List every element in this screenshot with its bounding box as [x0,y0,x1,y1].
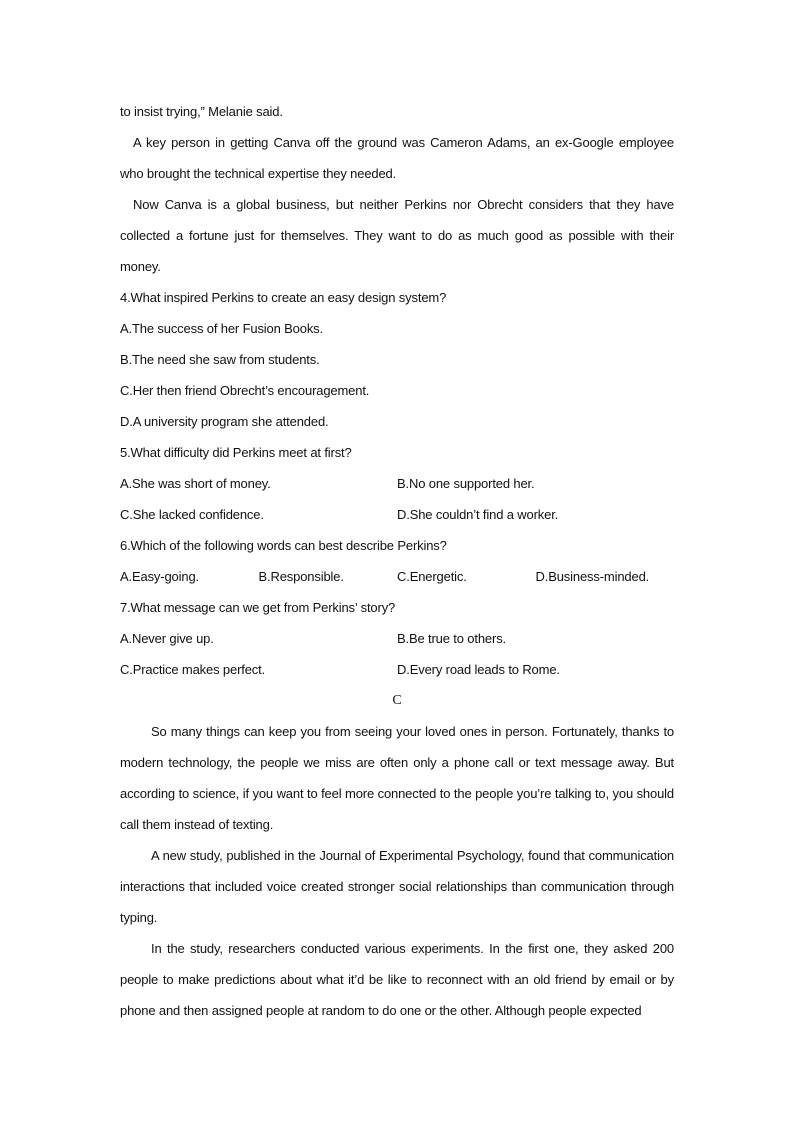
question-option: C.Her then friend Obrecht’s encouragement. [120,383,370,398]
section-c-title: C [392,693,402,708]
question-option: C.She lacked confidence. [120,507,264,522]
section-c-paragraph-3: In the study, researchers conducted various experiments. In the first one, they asked 200 people to make predictions about what it’d be like to reconnect with an old friend by email or by phone and then assigned people at random to do one or the other. Although people expected [120,941,674,1018]
option-row [120,654,674,685]
question-stem: 4.What inspired Perkins to create an easy design system? [120,290,447,305]
question-6 [120,530,674,592]
question-option: A.Never give up. [120,631,214,646]
option-row [120,468,674,499]
question-stem: 6.Which of the following words can best describe Perkins? [120,538,447,553]
passage-b-paragraph-1: to insist trying,” Melanie said. [120,104,283,119]
section-c-paragraph-1: So many things can keep you from seeing your loved ones in person. Fortunately, thanks to modern technology, the people we miss are often only a phone call or text message away. But according to science, if you want to feel more connected to the people you’re talking to, you should call them instead of texting. [120,724,674,832]
document-page [120,96,674,1026]
option-row [120,623,674,654]
question-5 [120,437,674,530]
question-option: A.Easy-going. [120,569,199,584]
question-option: B.The need she saw from students. [120,352,320,367]
question-option: D.Business-minded. [535,569,650,584]
question-option: D.She couldn’t find a worker. [397,507,559,522]
question-option: C.Energetic. [397,569,467,584]
option-row [120,561,674,592]
question-7 [120,592,674,685]
option-row [120,499,674,530]
question-option: B.Responsible. [258,569,344,584]
question-option: A.She was short of money. [120,476,271,491]
question-option: A.The success of her Fusion Books. [120,321,323,336]
question-option: D.A university program she attended. [120,414,329,429]
passage-b-paragraph-3: Now Canva is a global business, but neither Perkins nor Obrecht considers that they have collected a fortune just for themselves. They want to do as much good as possible with their money. [120,197,674,274]
question-option: D.Every road leads to Rome. [397,662,560,677]
question-stem: 7.What message can we get from Perkins’ story? [120,600,396,615]
question-option: C.Practice makes perfect. [120,662,266,677]
passage-b-paragraph-2: A key person in getting Canva off the ground was Cameron Adams, an ex-Google employee who brought the technical expertise they needed. [120,135,674,181]
question-option: B.No one supported her. [397,476,535,491]
question-option: B.Be true to others. [397,631,507,646]
question-stem: 5.What difficulty did Perkins meet at first? [120,445,352,460]
question-4 [120,282,674,437]
section-c-paragraph-2: A new study, published in the Journal of Experimental Psychology, found that communication interactions that included voice created stronger social relationships than communication through typing. [120,848,674,925]
